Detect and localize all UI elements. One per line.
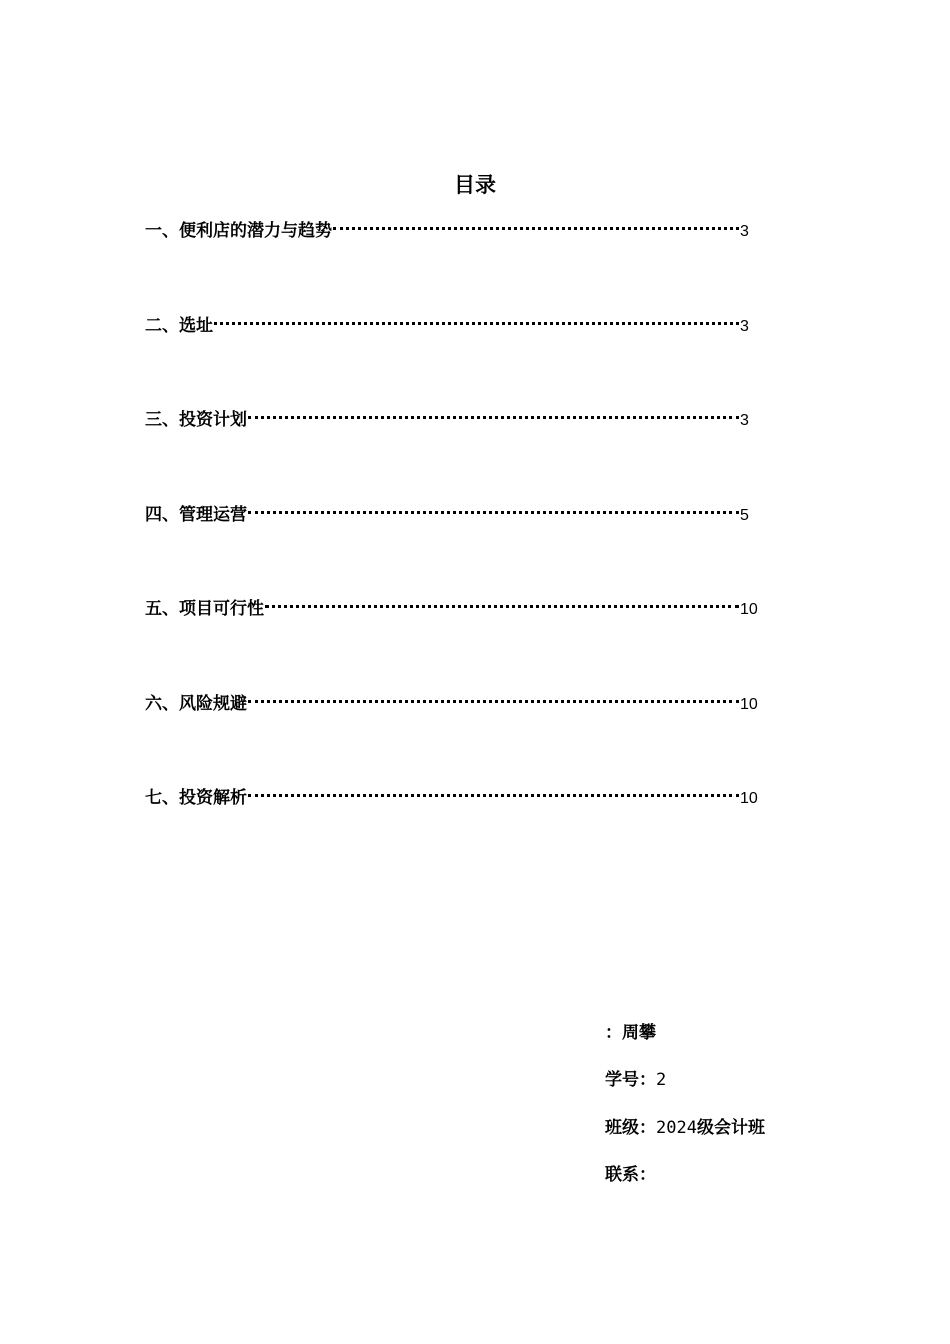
- toc-leader-dots: [248, 511, 739, 514]
- toc-entry-page: 3: [740, 223, 749, 240]
- toc-entry[interactable]: [145, 313, 760, 408]
- info-contact-label: 联系：: [605, 1164, 656, 1185]
- toc-leader-dots: [248, 700, 739, 703]
- toc-entry[interactable]: [145, 502, 760, 597]
- toc-title: 目录: [454, 172, 496, 197]
- info-class-rest: 级会计班: [696, 1117, 765, 1138]
- info-id-value: 2: [656, 1070, 667, 1091]
- info-name-line: [605, 1018, 905, 1065]
- toc-entry-label: 四、管理运营: [145, 504, 247, 525]
- toc-leader-dots: [265, 605, 739, 608]
- toc-entry-page: 10: [740, 601, 758, 618]
- toc-entry[interactable]: [145, 407, 760, 502]
- toc-entry[interactable]: [145, 218, 760, 313]
- toc-entry-label: 七、投资解析: [145, 788, 247, 808]
- toc-leader-dots: [248, 794, 739, 797]
- toc-leader-dots: [333, 227, 739, 230]
- info-class-label: 班级：: [605, 1117, 656, 1138]
- toc-list: [145, 218, 760, 880]
- toc-entry-page: 3: [740, 317, 749, 335]
- toc-entry[interactable]: [145, 785, 760, 880]
- info-name-label: ：: [605, 1023, 622, 1043]
- info-class-year: 2024: [656, 1117, 697, 1138]
- toc-leader-dots: [214, 322, 739, 325]
- toc-entry-label: 二、选址: [145, 315, 213, 336]
- toc-entry-label: 六、风险规避: [145, 693, 247, 714]
- toc-entry-label: 一、便利店的潜力与趋势: [145, 221, 332, 241]
- toc-entry-label: 三、投资计划: [145, 410, 247, 430]
- info-name-value: 周攀: [622, 1023, 656, 1043]
- toc-leader-dots: [248, 416, 739, 419]
- toc-entry-page: 3: [740, 412, 749, 429]
- toc-entry[interactable]: [145, 691, 760, 786]
- student-info: [605, 1018, 905, 1207]
- toc-entry-page: 10: [740, 790, 758, 807]
- info-id-line: [605, 1065, 905, 1112]
- toc-entry[interactable]: [145, 596, 760, 691]
- toc-entry-page: 10: [740, 695, 758, 713]
- toc-entry-page: 5: [740, 506, 749, 524]
- info-class-line: [605, 1113, 905, 1160]
- toc-entry-label: 五、项目可行性: [145, 599, 264, 619]
- info-id-label: 学号：: [605, 1070, 656, 1091]
- info-contact-line: [605, 1160, 905, 1207]
